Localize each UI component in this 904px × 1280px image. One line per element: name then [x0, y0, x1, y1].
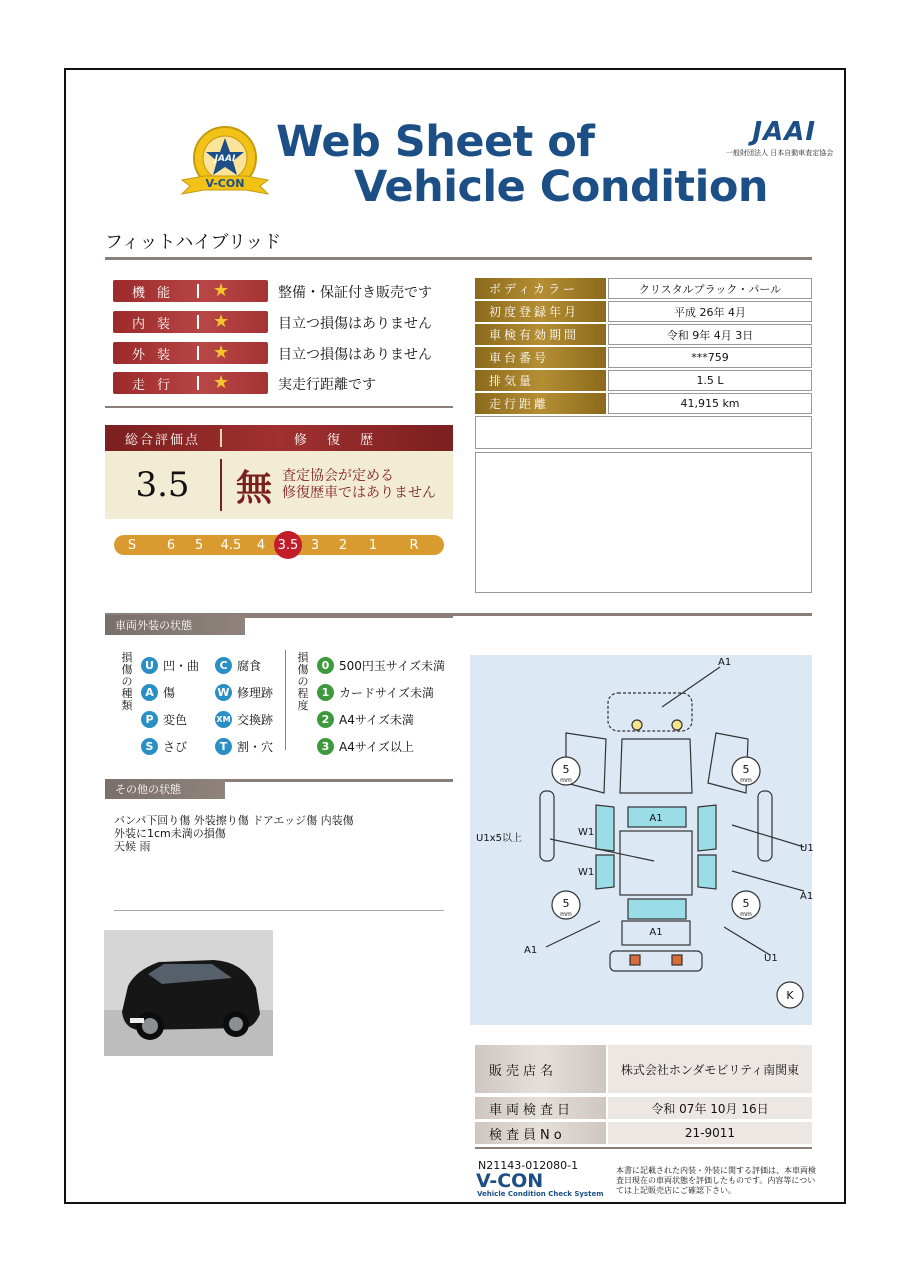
sheet-code: N21143-012080-1 — [478, 1159, 579, 1172]
diagram-label-rear: A1 — [649, 927, 663, 938]
damage-type-label: 損傷の種類 — [121, 651, 133, 712]
damage-degree-label: 損傷の程度 — [297, 651, 309, 712]
tire-unit-fl: mm — [560, 777, 572, 784]
spec-notes-box — [475, 452, 812, 593]
vcon-sub: Vehicle Condition Check System — [477, 1190, 604, 1198]
crack-icon: T — [215, 738, 232, 755]
spec-label: 初度登録年月 — [475, 301, 606, 322]
legend-text: 凹・曲 — [163, 659, 200, 673]
repair-mark: 無 — [236, 466, 273, 509]
shop-name-value: 株式会社ホンダモビリティ南関東 — [608, 1045, 812, 1093]
diagram-label-a1-left: A1 — [524, 945, 538, 956]
other-heading: その他の状態 — [105, 779, 225, 799]
diagram-label-w1-bottom: W1 — [578, 867, 595, 878]
scale-item: 3 — [310, 537, 320, 553]
eval-row-function — [113, 280, 268, 302]
damage-degree-legend — [317, 652, 457, 760]
car-name: フィットハイブリッド — [105, 232, 282, 253]
score-total-label: 総合評価点 — [124, 432, 200, 448]
scale-item: R — [409, 537, 419, 553]
eval-label: 内装 — [131, 316, 182, 332]
tire-label-fl: 5 — [562, 763, 570, 776]
eval-label: 機能 — [131, 285, 182, 301]
repair-icon: W — [215, 684, 232, 701]
spec-value: 平成 26年 4月 — [608, 301, 812, 322]
vcon-logo: V-CON — [476, 1170, 544, 1192]
tire-unit-fr: mm — [740, 777, 752, 784]
degree-icon: 0 — [317, 657, 334, 674]
spec-label: 車検有効期間 — [475, 324, 606, 345]
eval-text: 目立つ損傷はありません — [278, 316, 432, 332]
legend-text: 修理跡 — [237, 686, 274, 700]
legend-text: 交換跡 — [237, 713, 274, 727]
legend-text: カードサイズ未満 — [339, 686, 435, 700]
eval-text: 実走行距離です — [278, 377, 376, 393]
other-line: バンパ下回り傷 外装擦り傷 ドアエッジ傷 内装傷 — [114, 814, 354, 827]
eval-row-exterior — [113, 342, 268, 364]
diagram-label-roof: A1 — [649, 813, 663, 824]
scale-item: 2 — [338, 537, 348, 553]
replacement-icon: XM — [215, 711, 232, 728]
scale-item: 4.5 — [220, 537, 242, 553]
repair-desc — [282, 468, 436, 502]
legend-divider — [285, 650, 286, 750]
score-body — [105, 451, 453, 519]
diagram-label-a1-right: A1 — [800, 891, 814, 902]
diagram-label-u1-right: U1 — [800, 843, 814, 854]
jaai-mark: JAAI — [752, 117, 816, 147]
damage-diagram — [470, 655, 812, 1025]
legend-text: A4サイズ以上 — [339, 740, 414, 754]
legend-text: 割・穴 — [237, 740, 274, 754]
vcon-emblem — [174, 124, 276, 204]
tire-label-rr: 5 — [742, 897, 750, 910]
spec-value: ***759 — [608, 347, 812, 368]
repair-history-label: 修 復 歴 — [293, 432, 382, 448]
jaai-logo — [726, 117, 834, 162]
legend-text: 腐食 — [237, 659, 262, 673]
eval-label: 外装 — [131, 347, 182, 363]
star-icon: ★ — [213, 311, 230, 332]
legend-text: 変色 — [163, 713, 188, 727]
spec-label: ボディカラー — [475, 278, 606, 299]
spec-label: 走行距離 — [475, 393, 606, 414]
diagram-label-w1-top: W1 — [578, 827, 595, 838]
spec-label: 排気量 — [475, 370, 606, 391]
divider — [475, 1147, 812, 1149]
spec-value: 41,915 km — [608, 393, 812, 414]
car-photo — [104, 930, 273, 1056]
shop-name-label: 販売店名 — [475, 1045, 606, 1093]
scratch-icon: A — [141, 684, 158, 701]
damage-type-legend — [141, 652, 291, 760]
inspector-label: 検査員No — [475, 1122, 606, 1144]
title-line1: Web Sheet of — [276, 117, 595, 167]
divider — [105, 406, 453, 408]
diagram-label-u1-bottom: U1 — [764, 953, 778, 964]
spec-value: 令和 9年 4月 3日 — [608, 324, 812, 345]
divider — [225, 779, 453, 782]
star-icon: ★ — [213, 280, 230, 301]
page-title — [276, 117, 768, 212]
repair-desc-line1: 査定協会が定める — [282, 468, 395, 484]
exterior-heading: 車両外装の状態 — [105, 615, 245, 635]
legend-text: 500円玉サイズ未満 — [339, 659, 445, 673]
other-text — [114, 814, 354, 853]
scale-item: 4 — [256, 537, 266, 553]
tire-label-fr: 5 — [742, 763, 750, 776]
score-value: 3.5 — [135, 465, 190, 505]
degree-icon: 3 — [317, 738, 334, 755]
divider — [245, 615, 453, 618]
other-line: 天候 雨 — [114, 840, 151, 853]
emblem-mark: JAAI — [214, 154, 236, 164]
eval-label: 走行 — [131, 377, 182, 393]
divider — [114, 910, 444, 911]
legend-text: A4サイズ未満 — [339, 713, 414, 727]
tire-label-rl: 5 — [562, 897, 570, 910]
scale-item: 6 — [166, 537, 176, 553]
eval-row-interior — [113, 311, 268, 333]
footer-note: 本書に記載された内装・外装に関する評価は、本車両検査日現在の車両状態を評価したものです。内容等については上記販売店にご確認下さい。 — [616, 1166, 816, 1195]
tire-unit-rr: mm — [740, 911, 752, 918]
scale-item: S — [127, 537, 137, 553]
dent-icon: U — [141, 657, 158, 674]
legend-text: 傷 — [163, 686, 176, 700]
inspection-date-value: 令和 07年 10月 16日 — [608, 1097, 812, 1119]
other-line: 外装に1cm未満の損傷 — [114, 827, 226, 840]
diagram-label-a1-top: A1 — [718, 657, 732, 668]
rust-icon: S — [141, 738, 158, 755]
jaai-org: 一般財団法人 日本自動車査定協会 — [726, 149, 834, 157]
star-icon: ★ — [213, 342, 230, 363]
scale-item: 1 — [368, 537, 378, 553]
eval-row-mileage — [113, 372, 268, 394]
divider — [105, 257, 812, 260]
diagram-label-u1x5: U1x5以上 — [476, 833, 522, 844]
legend-text: さび — [163, 740, 188, 754]
degree-icon: 1 — [317, 684, 334, 701]
title-line2: Vehicle Condition — [354, 162, 768, 212]
corrosion-icon: C — [215, 657, 232, 674]
eval-text: 目立つ損傷はありません — [278, 347, 432, 363]
repair-desc-line2: 修復歴車ではありません — [282, 485, 437, 501]
degree-icon: 2 — [317, 711, 334, 728]
rating-scale — [114, 535, 444, 555]
spec-label: 車台番号 — [475, 347, 606, 368]
spec-blank-box — [475, 416, 812, 449]
eval-text: 整備・保証付き販売です — [278, 285, 432, 301]
scale-item-active: 3.5 — [274, 531, 302, 559]
tire-unit-rl: mm — [560, 911, 572, 918]
diagram-corner-mark: K — [786, 989, 794, 1002]
paint-icon: P — [141, 711, 158, 728]
inspection-date-label: 車両検査日 — [475, 1097, 606, 1119]
scale-item: 5 — [194, 537, 204, 553]
spec-value: クリスタルブラック・パール — [608, 278, 812, 299]
inspector-value: 21-9011 — [608, 1122, 812, 1144]
score-header — [105, 425, 453, 451]
spec-value: 1.5 L — [608, 370, 812, 391]
star-icon: ★ — [213, 372, 230, 393]
emblem-text: V-CON — [205, 177, 245, 190]
